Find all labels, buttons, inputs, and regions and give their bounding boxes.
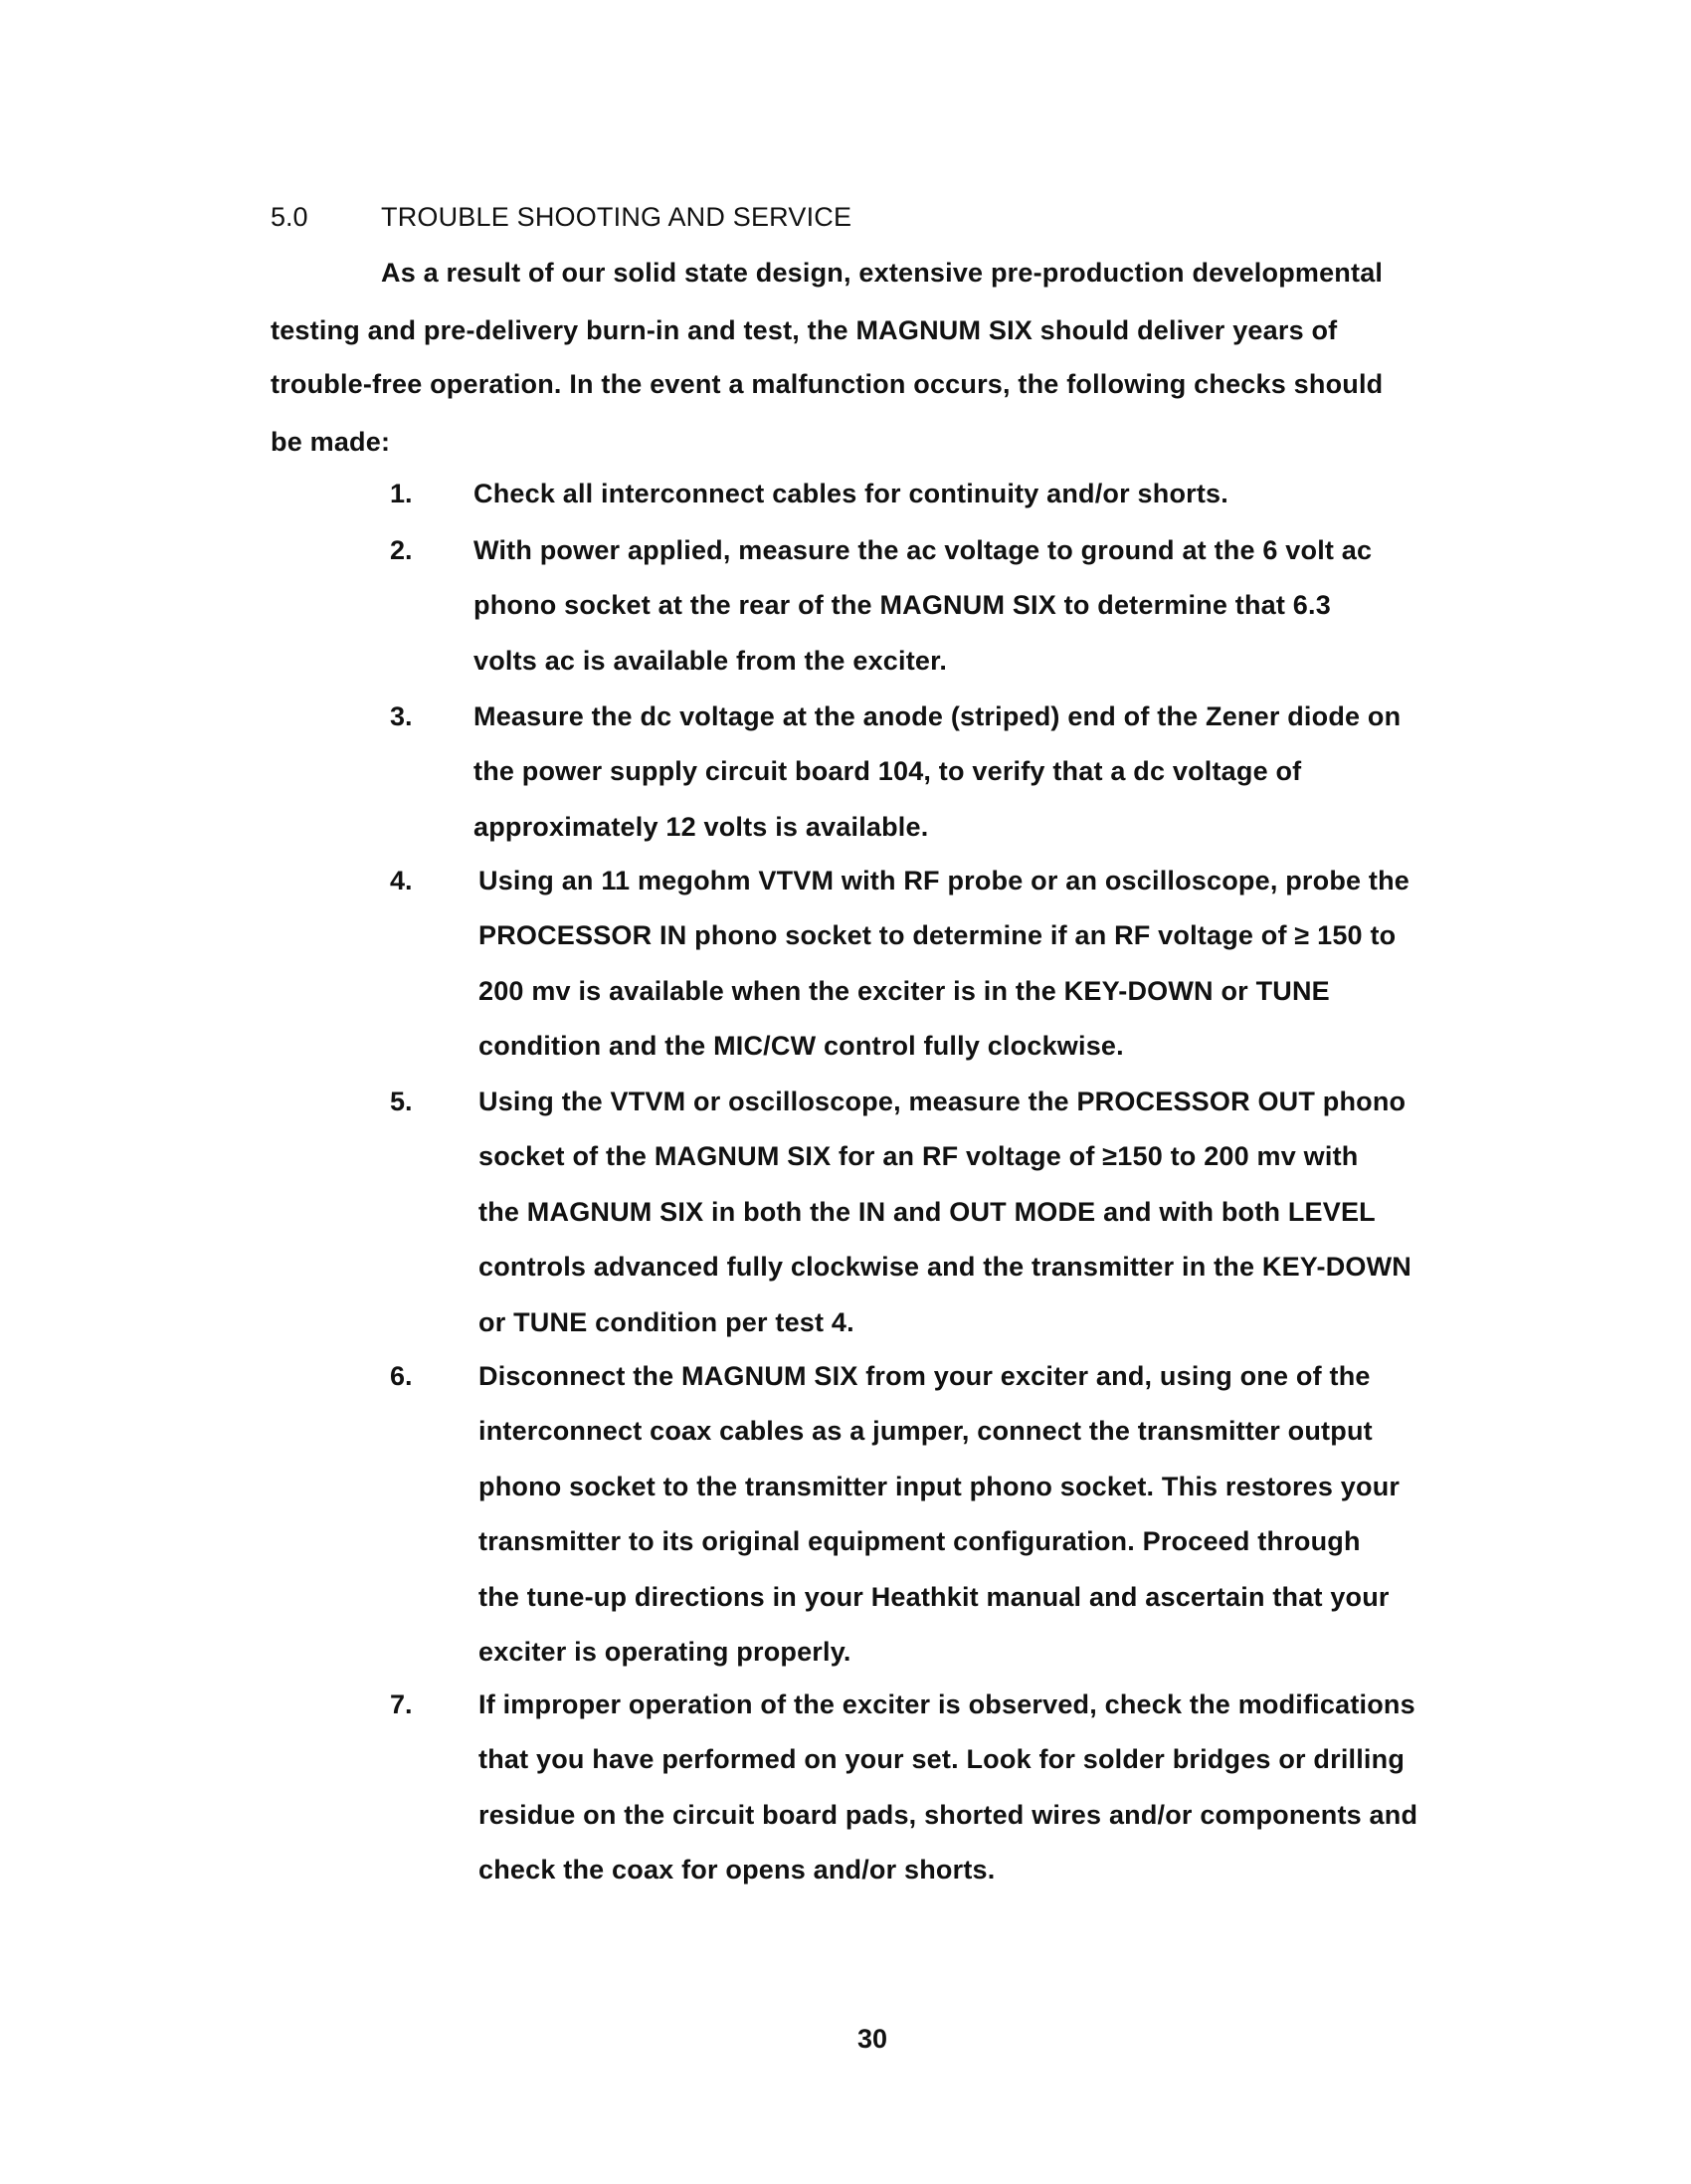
item-line: volts ac is available from the exciter. (473, 645, 948, 676)
item-line: With power applied, measure the ac voltage to ground at the 6 volt ac (473, 535, 1373, 565)
item-line: the MAGNUM SIX in both the IN and OUT MODE and with both LEVEL (478, 1196, 1376, 1227)
item-number: 2. (390, 535, 413, 565)
item-line: the tune-up directions in your Heathkit manual and ascertain that your (478, 1581, 1390, 1612)
item-line: the power supply circuit board 104, to verify that a dc voltage of (473, 756, 1302, 787)
item-line: Using an 11 megohm VTVM with RF probe or an oscilloscope, probe the (478, 866, 1410, 895)
item-line: approximately 12 volts is available. (473, 811, 929, 842)
intro-line: As a result of our solid state design, extensive pre-production developmental (381, 258, 1384, 288)
item-line: Disconnect the MAGNUM SIX from your exciter and, using one of the (478, 1361, 1371, 1391)
section-title: TROUBLE SHOOTING AND SERVICE (381, 202, 852, 232)
item-line: Measure the dc voltage at the anode (striped) end of the Zener diode on (473, 701, 1402, 731)
section-number: 5.0 (271, 202, 308, 232)
item-line: PROCESSOR IN phono socket to determine if an RF voltage of ≥ 150 to (478, 920, 1397, 951)
item-line: Check all interconnect cables for continuity and/or shorts. (473, 479, 1228, 508)
item-number: 5. (390, 1087, 413, 1116)
item-number: 7. (390, 1689, 413, 1719)
item-line: condition and the MIC/CW control fully clockwise. (478, 1031, 1124, 1062)
item-line: If improper operation of the exciter is observed, check the modifications (478, 1689, 1415, 1719)
page-number: 30 (857, 2024, 888, 2054)
item-line: transmitter to its original equipment configuration. Proceed through (478, 1526, 1361, 1557)
intro-line: be made: (271, 427, 391, 457)
intro-line: trouble-free operation. In the event a malfunction occurs, the following checks should (271, 369, 1384, 399)
item-line: check the coax for opens and/or shorts. (478, 1855, 996, 1886)
intro-line: testing and pre-delivery burn-in and test, the MAGNUM SIX should deliver years of (271, 315, 1338, 345)
item-line: Using the VTVM or oscilloscope, measure the PROCESSOR OUT phono (478, 1087, 1407, 1116)
item-line: or TUNE condition per test 4. (478, 1306, 854, 1337)
item-line: 200 mv is available when the exciter is in the KEY-DOWN or TUNE (478, 975, 1330, 1006)
item-line: interconnect coax cables as a jumper, connect the transmitter output (478, 1416, 1373, 1447)
item-line: phono socket to the transmitter input phono socket. This restores your (478, 1471, 1401, 1501)
item-line: phono socket at the rear of the MAGNUM SIX to determine that 6.3 (473, 590, 1331, 621)
item-number: 1. (390, 479, 413, 508)
item-line: controls advanced fully clockwise and the transmitter in the KEY-DOWN (478, 1252, 1411, 1283)
item-line: residue on the circuit board pads, shorted wires and/or components and (478, 1799, 1418, 1830)
item-number: 3. (390, 701, 413, 731)
item-line: exciter is operating properly. (478, 1637, 851, 1667)
item-line: socket of the MAGNUM SIX for an RF voltage of ≥150 to 200 mv with (478, 1141, 1359, 1172)
item-number: 6. (390, 1361, 413, 1391)
item-line: that you have performed on your set. Look for solder bridges or drilling (478, 1744, 1406, 1775)
item-number: 4. (390, 866, 413, 895)
